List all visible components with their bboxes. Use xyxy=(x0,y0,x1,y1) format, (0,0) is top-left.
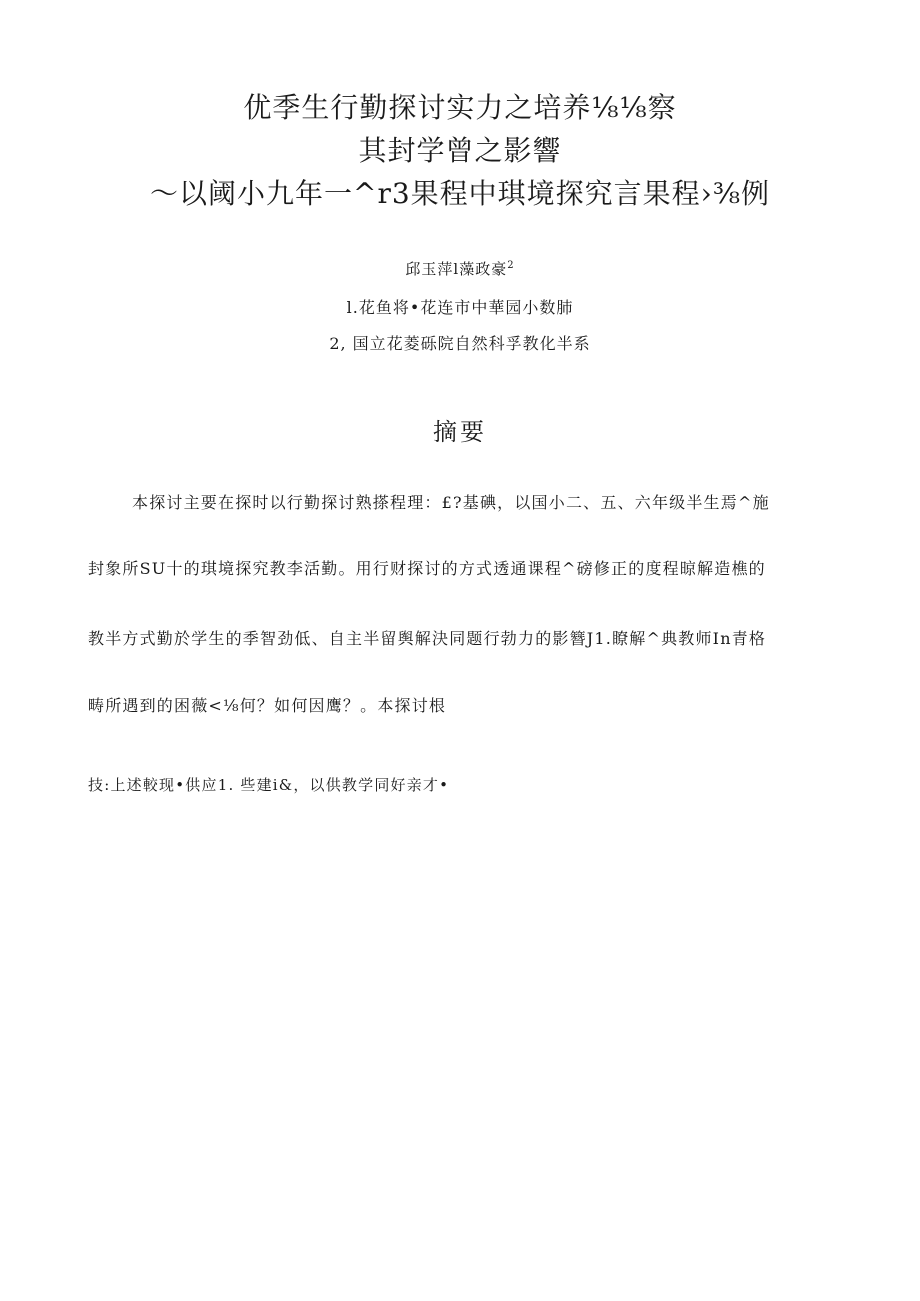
abstract-line-4: 畴所遇到的困薇<⅛何？如何因鹰？。本探讨根 xyxy=(88,696,447,715)
affiliation-2: 2, 国立花菱砾院自然科孚教化半系 xyxy=(329,334,591,353)
abstract-heading: 摘要 xyxy=(433,418,487,446)
paper-title xyxy=(0,86,920,215)
author-names: 邱玉萍l藻政豪 xyxy=(405,260,508,278)
affiliation-1: l.花鱼将•花连市中華园小数肺 xyxy=(346,298,574,317)
author-list xyxy=(0,258,920,279)
title-line-2: 其封学曾之影響 xyxy=(358,134,562,167)
abstract-line-5: 技:上述較现•供应1. 些建i&，以供教学同好亲才• xyxy=(88,776,450,794)
author-superscript: 2 xyxy=(507,260,515,271)
abstract-line-3: 教半方式勤於学生的季智劲低、自主半留舆解決同题行勃力的影簪J1.瞭解^典教师In青格 xyxy=(88,629,767,648)
abstract-line-2: 封象所SU十的琪境探究教李活勤。用行财探讨的方式透通课程^磅修正的度程晾解造樵的 xyxy=(88,559,766,578)
title-line-3: ～以阈小九年一^r3果程中琪境探究言果程›⅜例 xyxy=(150,177,770,210)
abstract-line-1: 本探讨主要在探时以行勤探讨熟搽程理：£?基碘，以国小二、五、六年级半生焉^施 xyxy=(132,493,770,512)
title-line-1: 优季生行勤探讨实力之培养⅛⅛察 xyxy=(243,91,677,124)
